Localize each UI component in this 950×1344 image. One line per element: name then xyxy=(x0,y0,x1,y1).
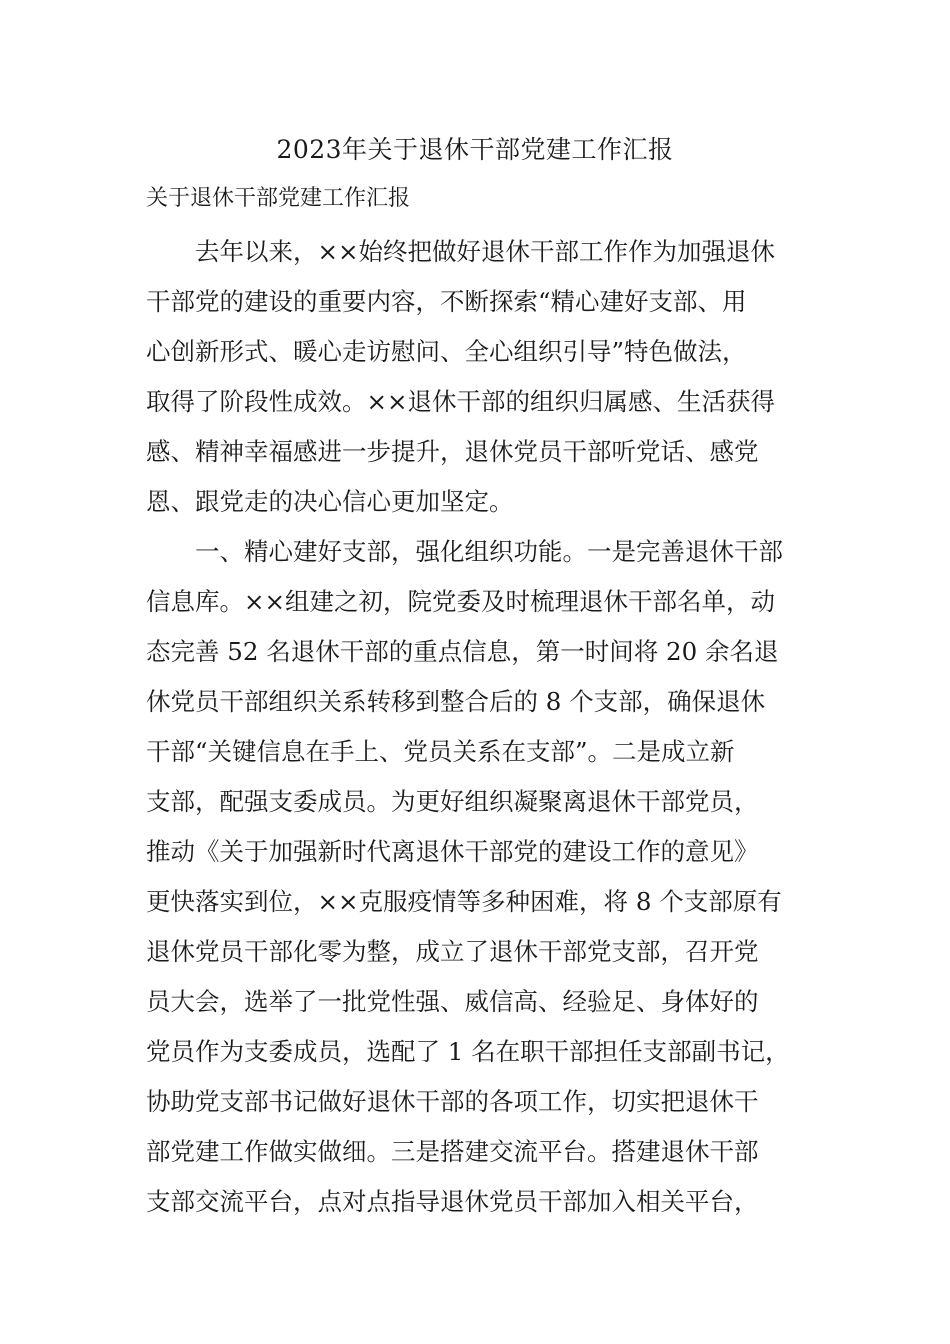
body-line: 员大会，选举了一批党性强、威信高、经验足、身体好的 xyxy=(146,987,759,1016)
document-title: 2023年关于退休干部党建工作汇报 xyxy=(276,135,674,164)
body-line: 一、精心建好支部，强化组织功能。一是完善退休干部 xyxy=(146,537,783,566)
body-line: 更快落实到位，××克服疫情等多种困难，将 8 个支部原有 xyxy=(146,887,782,916)
body-line: 休党员干部组织关系转移到整合后的 8 个支部，确保退休 xyxy=(146,687,766,716)
body-line: 取得了阶段性成效。××退休干部的组织归属感、生活获得 xyxy=(146,387,776,416)
body-line: 感、精神幸福感进一步提升，退休党员干部听党话、感党 xyxy=(146,437,759,466)
body-line: 推动《关于加强新时代离退休干部党的建设工作的意见》 xyxy=(146,837,759,866)
body-line: 去年以来，××始终把做好退休干部工作作为加强退休 xyxy=(146,237,776,266)
body-line: 协助党支部书记做好退休干部的各项工作，切实把退休干 xyxy=(146,1087,759,1116)
body-line: 干部党的建设的重要内容，不断探索“精心建好支部、用 xyxy=(146,287,747,316)
document-subtitle: 关于退休干部党建工作汇报 xyxy=(146,186,411,211)
body-line: 态完善 52 名退休干部的重点信息，第一时间将 20 余名退 xyxy=(146,637,779,666)
body-line: 支部交流平台，点对点指导退休党员干部加入相关平台， xyxy=(146,1187,759,1216)
body-line: 恩、跟党走的决心信心更加坚定。 xyxy=(146,487,514,516)
body-line: 退休党员干部化零为整，成立了退休干部党支部，召开党 xyxy=(146,937,759,966)
body-line: 支部，配强支委成员。为更好组织凝聚离退休干部党员， xyxy=(146,787,759,816)
body-line: 部党建工作做实做细。三是搭建交流平台。搭建退休干部 xyxy=(146,1137,759,1166)
document-body xyxy=(146,227,816,1227)
body-line: 信息库。××组建之初，院党委及时梳理退休干部名单，动 xyxy=(146,587,776,616)
body-line: 党员作为支委成员，选配了 1 名在职干部担任支部副书记， xyxy=(146,1037,790,1066)
body-line: 干部“关键信息在手上、党员关系在支部”。二是成立新 xyxy=(146,737,735,766)
body-line: 心创新形式、暖心走访慰问、全心组织引导”特色做法， xyxy=(146,337,747,366)
